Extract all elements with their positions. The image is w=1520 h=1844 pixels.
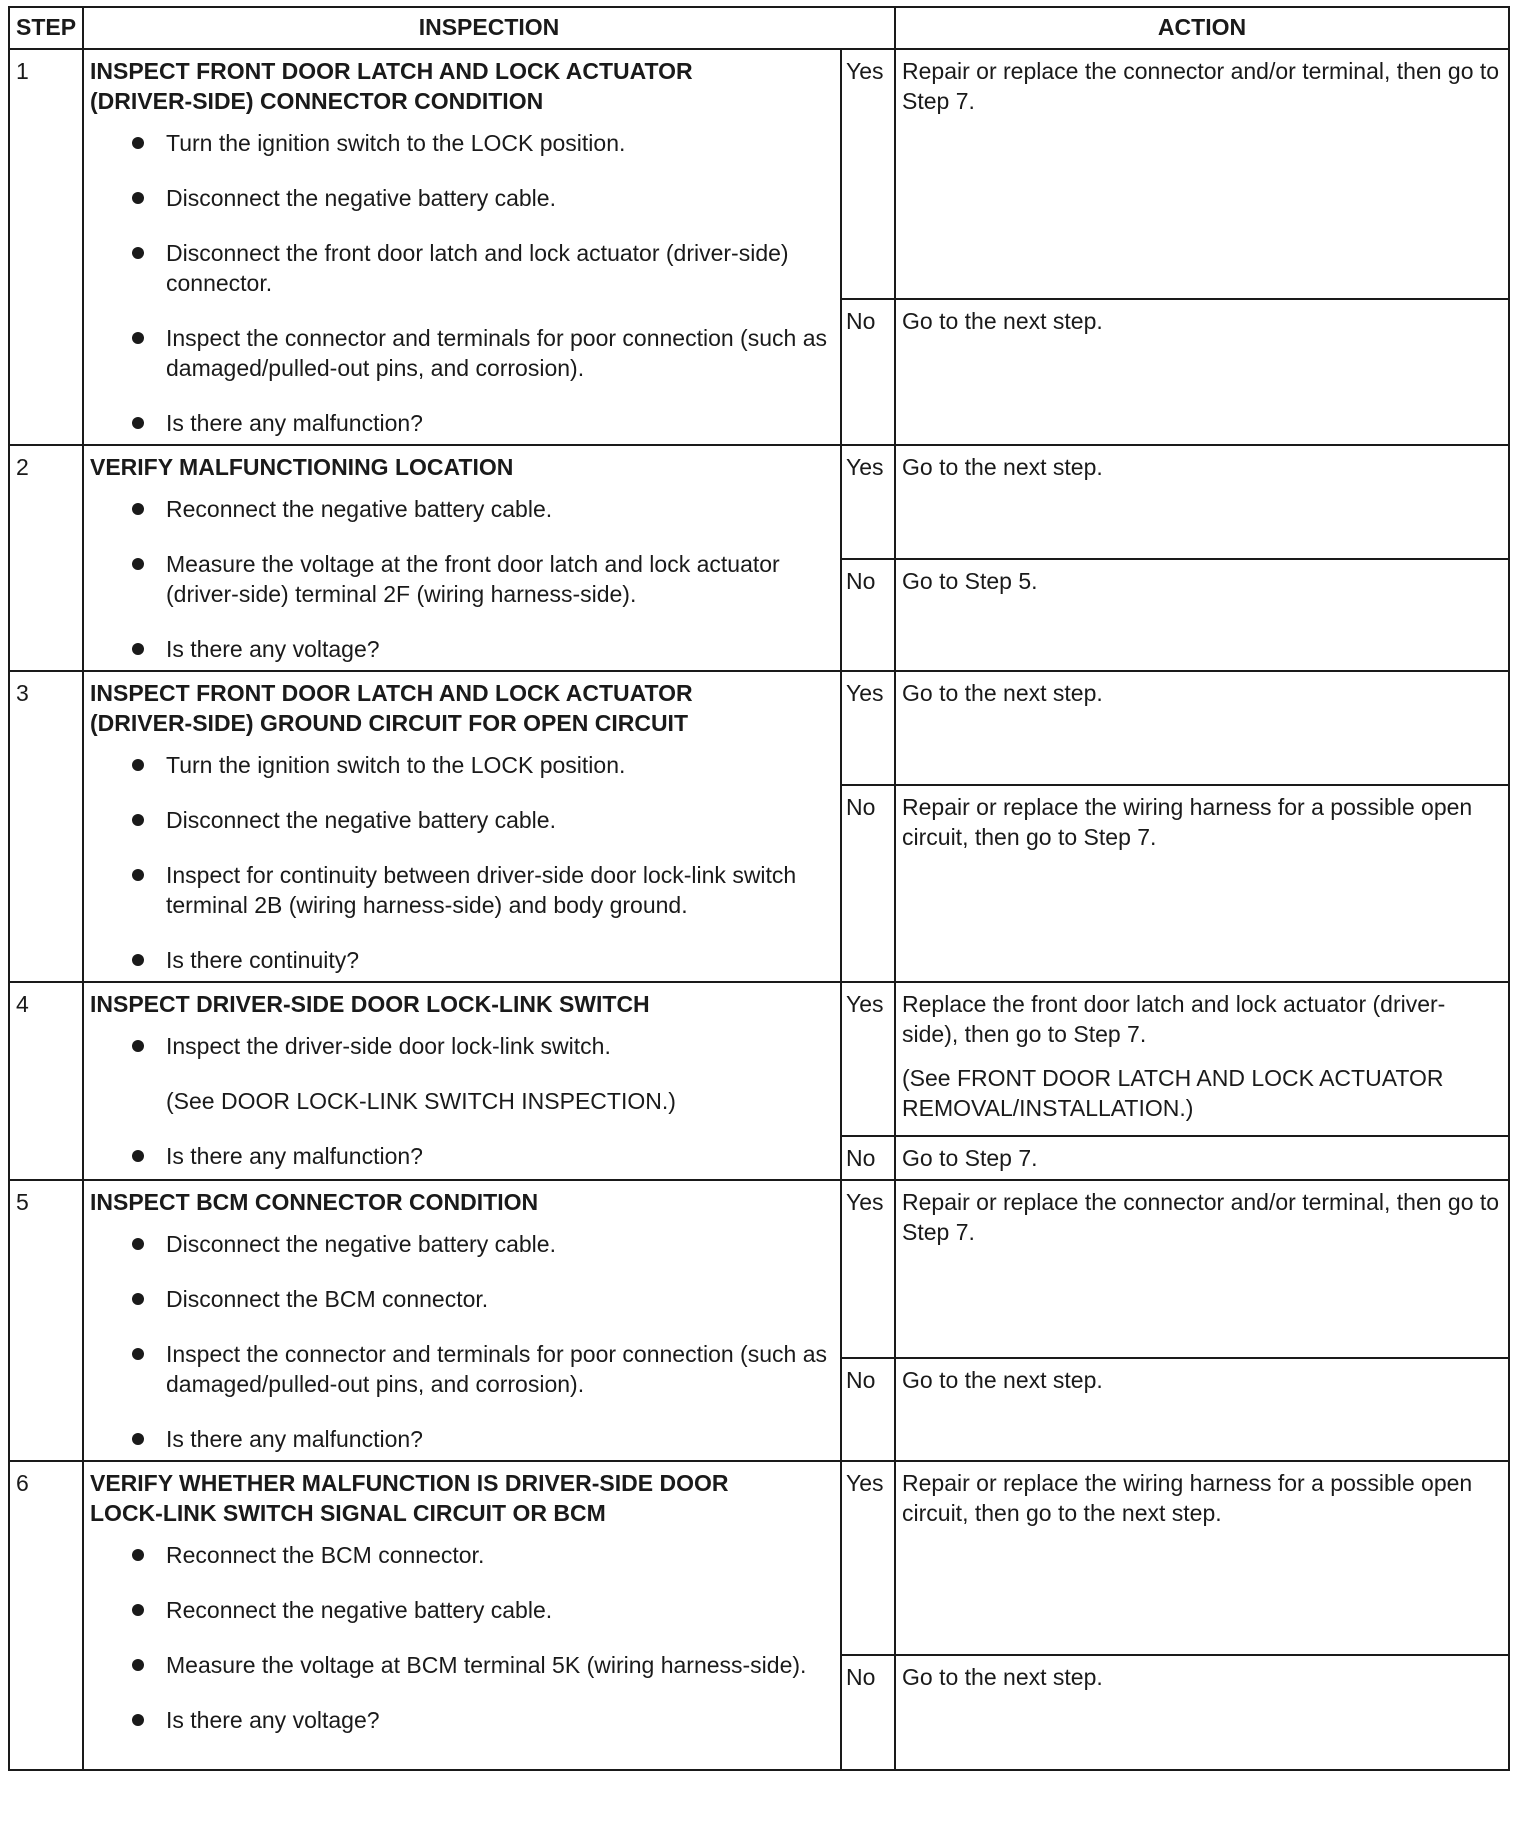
bullet-icon xyxy=(132,643,144,655)
bullet-icon xyxy=(132,1549,144,1561)
no-action xyxy=(895,1136,1509,1180)
yes-action xyxy=(895,1461,1509,1655)
list-item-text: Is there continuity? xyxy=(166,947,360,973)
list-item xyxy=(90,1229,832,1259)
list-item xyxy=(90,1595,832,1625)
step-number: 4 xyxy=(9,982,83,1180)
action-text: Go to the next step. xyxy=(902,1664,1103,1690)
list-item-text: Is there any voltage? xyxy=(166,636,380,662)
list-item xyxy=(90,1650,832,1680)
header-action: ACTION xyxy=(895,7,1509,49)
action-text: (See FRONT DOOR LATCH AND LOCK ACTUATOR REMOVAL/INSTALLATION.) xyxy=(902,1065,1444,1121)
list-item xyxy=(90,1424,832,1454)
no-action xyxy=(895,559,1509,672)
step-number: 2 xyxy=(9,445,83,671)
yes-label: Yes xyxy=(841,445,895,559)
no-action xyxy=(895,785,1509,982)
yes-label: Yes xyxy=(841,982,895,1136)
bullet-icon xyxy=(132,1659,144,1671)
inspection-title-line: VERIFY MALFUNCTIONING LOCATION xyxy=(90,454,514,480)
list-item-text: Reconnect the negative battery cable. xyxy=(166,1597,553,1623)
list-item xyxy=(90,1031,832,1061)
bullet-icon xyxy=(132,503,144,515)
list-item xyxy=(90,323,832,383)
list-item xyxy=(90,1284,832,1314)
inspection-title xyxy=(90,452,832,482)
action-text: Repair or replace the connector and/or terminal, then go to Step 7. xyxy=(902,58,1500,114)
yes-action xyxy=(895,982,1509,1136)
list-item-text: Turn the ignition switch to the LOCK position. xyxy=(166,130,626,156)
header-step: STEP xyxy=(9,7,83,49)
list-item-text: Inspect the connector and terminals for poor connection (such as damaged/pulled-out pins, and corrosion). xyxy=(166,1341,827,1397)
inspection-title-line: (DRIVER-SIDE) GROUND CIRCUIT FOR OPEN CIRCUIT xyxy=(90,710,688,736)
list-item xyxy=(90,1339,832,1399)
bullet-icon xyxy=(132,192,144,204)
bullet-icon xyxy=(132,1714,144,1726)
no-action xyxy=(895,299,1509,445)
action-text: Go to Step 5. xyxy=(902,567,1038,594)
action-text: Repair or replace the wiring harness for a possible open circuit, then go to Step 7. xyxy=(902,793,1473,850)
inspection-steps-list xyxy=(90,494,832,664)
step-number: 1 xyxy=(9,49,83,445)
bullet-icon xyxy=(132,137,144,149)
diagnostic-table xyxy=(8,6,1510,1771)
list-item xyxy=(90,1705,832,1735)
list-item-text: Disconnect the negative battery cable. xyxy=(166,185,556,211)
bullet-icon xyxy=(132,417,144,429)
yes-label: Yes xyxy=(841,671,895,785)
action-text: Go to the next step. xyxy=(902,308,1103,334)
list-item xyxy=(90,183,832,213)
bullet-icon xyxy=(132,247,144,259)
step-row-yes xyxy=(9,1461,1509,1655)
list-item-text: Reconnect the BCM connector. xyxy=(166,1542,485,1568)
step-number: 3 xyxy=(9,671,83,982)
no-action xyxy=(895,1358,1509,1461)
list-item-text: Is there any malfunction? xyxy=(166,410,423,436)
list-item xyxy=(90,128,832,158)
no-label: No xyxy=(841,785,895,982)
bullet-icon xyxy=(132,1433,144,1445)
list-item xyxy=(90,1540,832,1570)
bullet-icon xyxy=(132,814,144,826)
action-text: Go to the next step. xyxy=(902,454,1103,480)
bullet-icon xyxy=(132,558,144,570)
inspection-steps-list xyxy=(90,1540,832,1735)
inspection-steps-list xyxy=(90,750,832,975)
list-item-text: (See DOOR LOCK-LINK SWITCH INSPECTION.) xyxy=(166,1088,676,1114)
bullet-icon xyxy=(132,1150,144,1162)
list-item xyxy=(90,750,832,780)
inspection-title xyxy=(90,56,832,116)
yes-label: Yes xyxy=(841,1461,895,1655)
list-item xyxy=(90,238,832,298)
list-item xyxy=(90,945,832,975)
list-item-text: Disconnect the BCM connector. xyxy=(166,1286,489,1312)
inspection-title xyxy=(90,1187,832,1217)
list-item xyxy=(90,860,832,920)
list-item xyxy=(90,494,832,524)
bullet-icon xyxy=(132,1040,144,1052)
action-text: Replace the front door latch and lock actuator (driver-side), then go to Step 7. xyxy=(902,991,1446,1047)
list-item-text: Inspect for continuity between driver-side door lock-link switch terminal 2B (wiring harness-side) and body ground. xyxy=(166,862,797,918)
inspection-steps-list xyxy=(90,128,832,438)
no-action xyxy=(895,1655,1509,1770)
yes-label: Yes xyxy=(841,49,895,299)
list-item-text: Reconnect the negative battery cable. xyxy=(166,496,553,522)
no-label: No xyxy=(841,1358,895,1461)
inspection-title-line: INSPECT BCM CONNECTOR CONDITION xyxy=(90,1189,539,1215)
action-text: Go to the next step. xyxy=(902,680,1103,706)
inspection-cell xyxy=(83,982,841,1180)
inspection-title xyxy=(90,989,832,1019)
list-item xyxy=(90,634,832,664)
yes-label: Yes xyxy=(841,1180,895,1358)
step-number: 5 xyxy=(9,1180,83,1461)
table-body xyxy=(9,49,1509,1770)
action-text: Go to Step 7. xyxy=(902,1145,1038,1171)
inspection-title-line: VERIFY WHETHER MALFUNCTION IS DRIVER-SIDE DOOR xyxy=(90,1470,729,1496)
list-item-text: Inspect the driver-side door lock-link switch. xyxy=(166,1033,611,1059)
bullet-icon xyxy=(132,954,144,966)
list-item-text: Is there any malfunction? xyxy=(166,1426,423,1452)
inspection-cell xyxy=(83,49,841,445)
step-number: 6 xyxy=(9,1461,83,1770)
inspection-cell xyxy=(83,671,841,982)
step-row-yes xyxy=(9,445,1509,559)
list-item-text: Inspect the connector and terminals for poor connection (such as damaged/pulled-out pins, and corrosion). xyxy=(166,325,827,381)
yes-action xyxy=(895,671,1509,785)
inspection-cell xyxy=(83,1180,841,1461)
list-item-text: Is there any voltage? xyxy=(166,1707,380,1733)
table-header-row xyxy=(9,7,1509,49)
inspection-steps-list xyxy=(90,1031,832,1171)
list-item-text: Disconnect the negative battery cable. xyxy=(166,807,556,833)
header-inspection: INSPECTION xyxy=(83,7,895,49)
list-item-text: Is there any malfunction? xyxy=(166,1143,423,1169)
action-text: Repair or replace the wiring harness for a possible open circuit, then go to the next step. xyxy=(902,1470,1473,1526)
list-item xyxy=(90,805,832,835)
inspection-cell xyxy=(83,445,841,671)
list-item xyxy=(90,1141,832,1171)
list-item xyxy=(90,408,832,438)
inspection-title-line: INSPECT FRONT DOOR LATCH AND LOCK ACTUATOR xyxy=(90,680,693,706)
yes-action xyxy=(895,445,1509,559)
no-label: No xyxy=(841,559,895,672)
no-label: No xyxy=(841,1136,895,1180)
inspection-title-line: INSPECT DRIVER-SIDE DOOR LOCK-LINK SWITCH xyxy=(90,991,650,1017)
bullet-icon xyxy=(132,1348,144,1360)
list-item xyxy=(90,549,832,609)
no-label: No xyxy=(841,299,895,445)
bullet-icon xyxy=(132,1293,144,1305)
inspection-title-line: (DRIVER-SIDE) CONNECTOR CONDITION xyxy=(90,88,544,114)
bullet-icon xyxy=(132,332,144,344)
action-text: Go to the next step. xyxy=(902,1366,1103,1393)
yes-action xyxy=(895,1180,1509,1358)
step-row-yes xyxy=(9,1180,1509,1358)
list-item-text: Turn the ignition switch to the LOCK position. xyxy=(166,752,626,778)
inspection-title-line: LOCK-LINK SWITCH SIGNAL CIRCUIT OR BCM xyxy=(90,1500,606,1526)
list-item xyxy=(90,1086,832,1116)
bullet-icon xyxy=(132,1238,144,1250)
inspection-title-line: INSPECT FRONT DOOR LATCH AND LOCK ACTUATOR xyxy=(90,58,693,84)
inspection-cell xyxy=(83,1461,841,1770)
step-row-yes xyxy=(9,49,1509,299)
bullet-icon xyxy=(132,759,144,771)
yes-action xyxy=(895,49,1509,299)
no-label: No xyxy=(841,1655,895,1770)
step-row-yes xyxy=(9,982,1509,1136)
bullet-icon xyxy=(132,1604,144,1616)
step-row-yes xyxy=(9,671,1509,785)
list-item-text: Measure the voltage at BCM terminal 5K (wiring harness-side). xyxy=(166,1652,807,1678)
inspection-title xyxy=(90,1468,832,1528)
inspection-title xyxy=(90,678,832,738)
list-item-text: Measure the voltage at the front door latch and lock actuator (driver-side) terminal 2F (wiring harness-side). xyxy=(166,551,780,607)
bullet-icon xyxy=(132,869,144,881)
list-item-text: Disconnect the negative battery cable. xyxy=(166,1231,556,1257)
inspection-steps-list xyxy=(90,1229,832,1454)
action-text: Repair or replace the connector and/or terminal, then go to Step 7. xyxy=(902,1189,1500,1245)
list-item-text: Disconnect the front door latch and lock actuator (driver-side) connector. xyxy=(166,240,789,296)
